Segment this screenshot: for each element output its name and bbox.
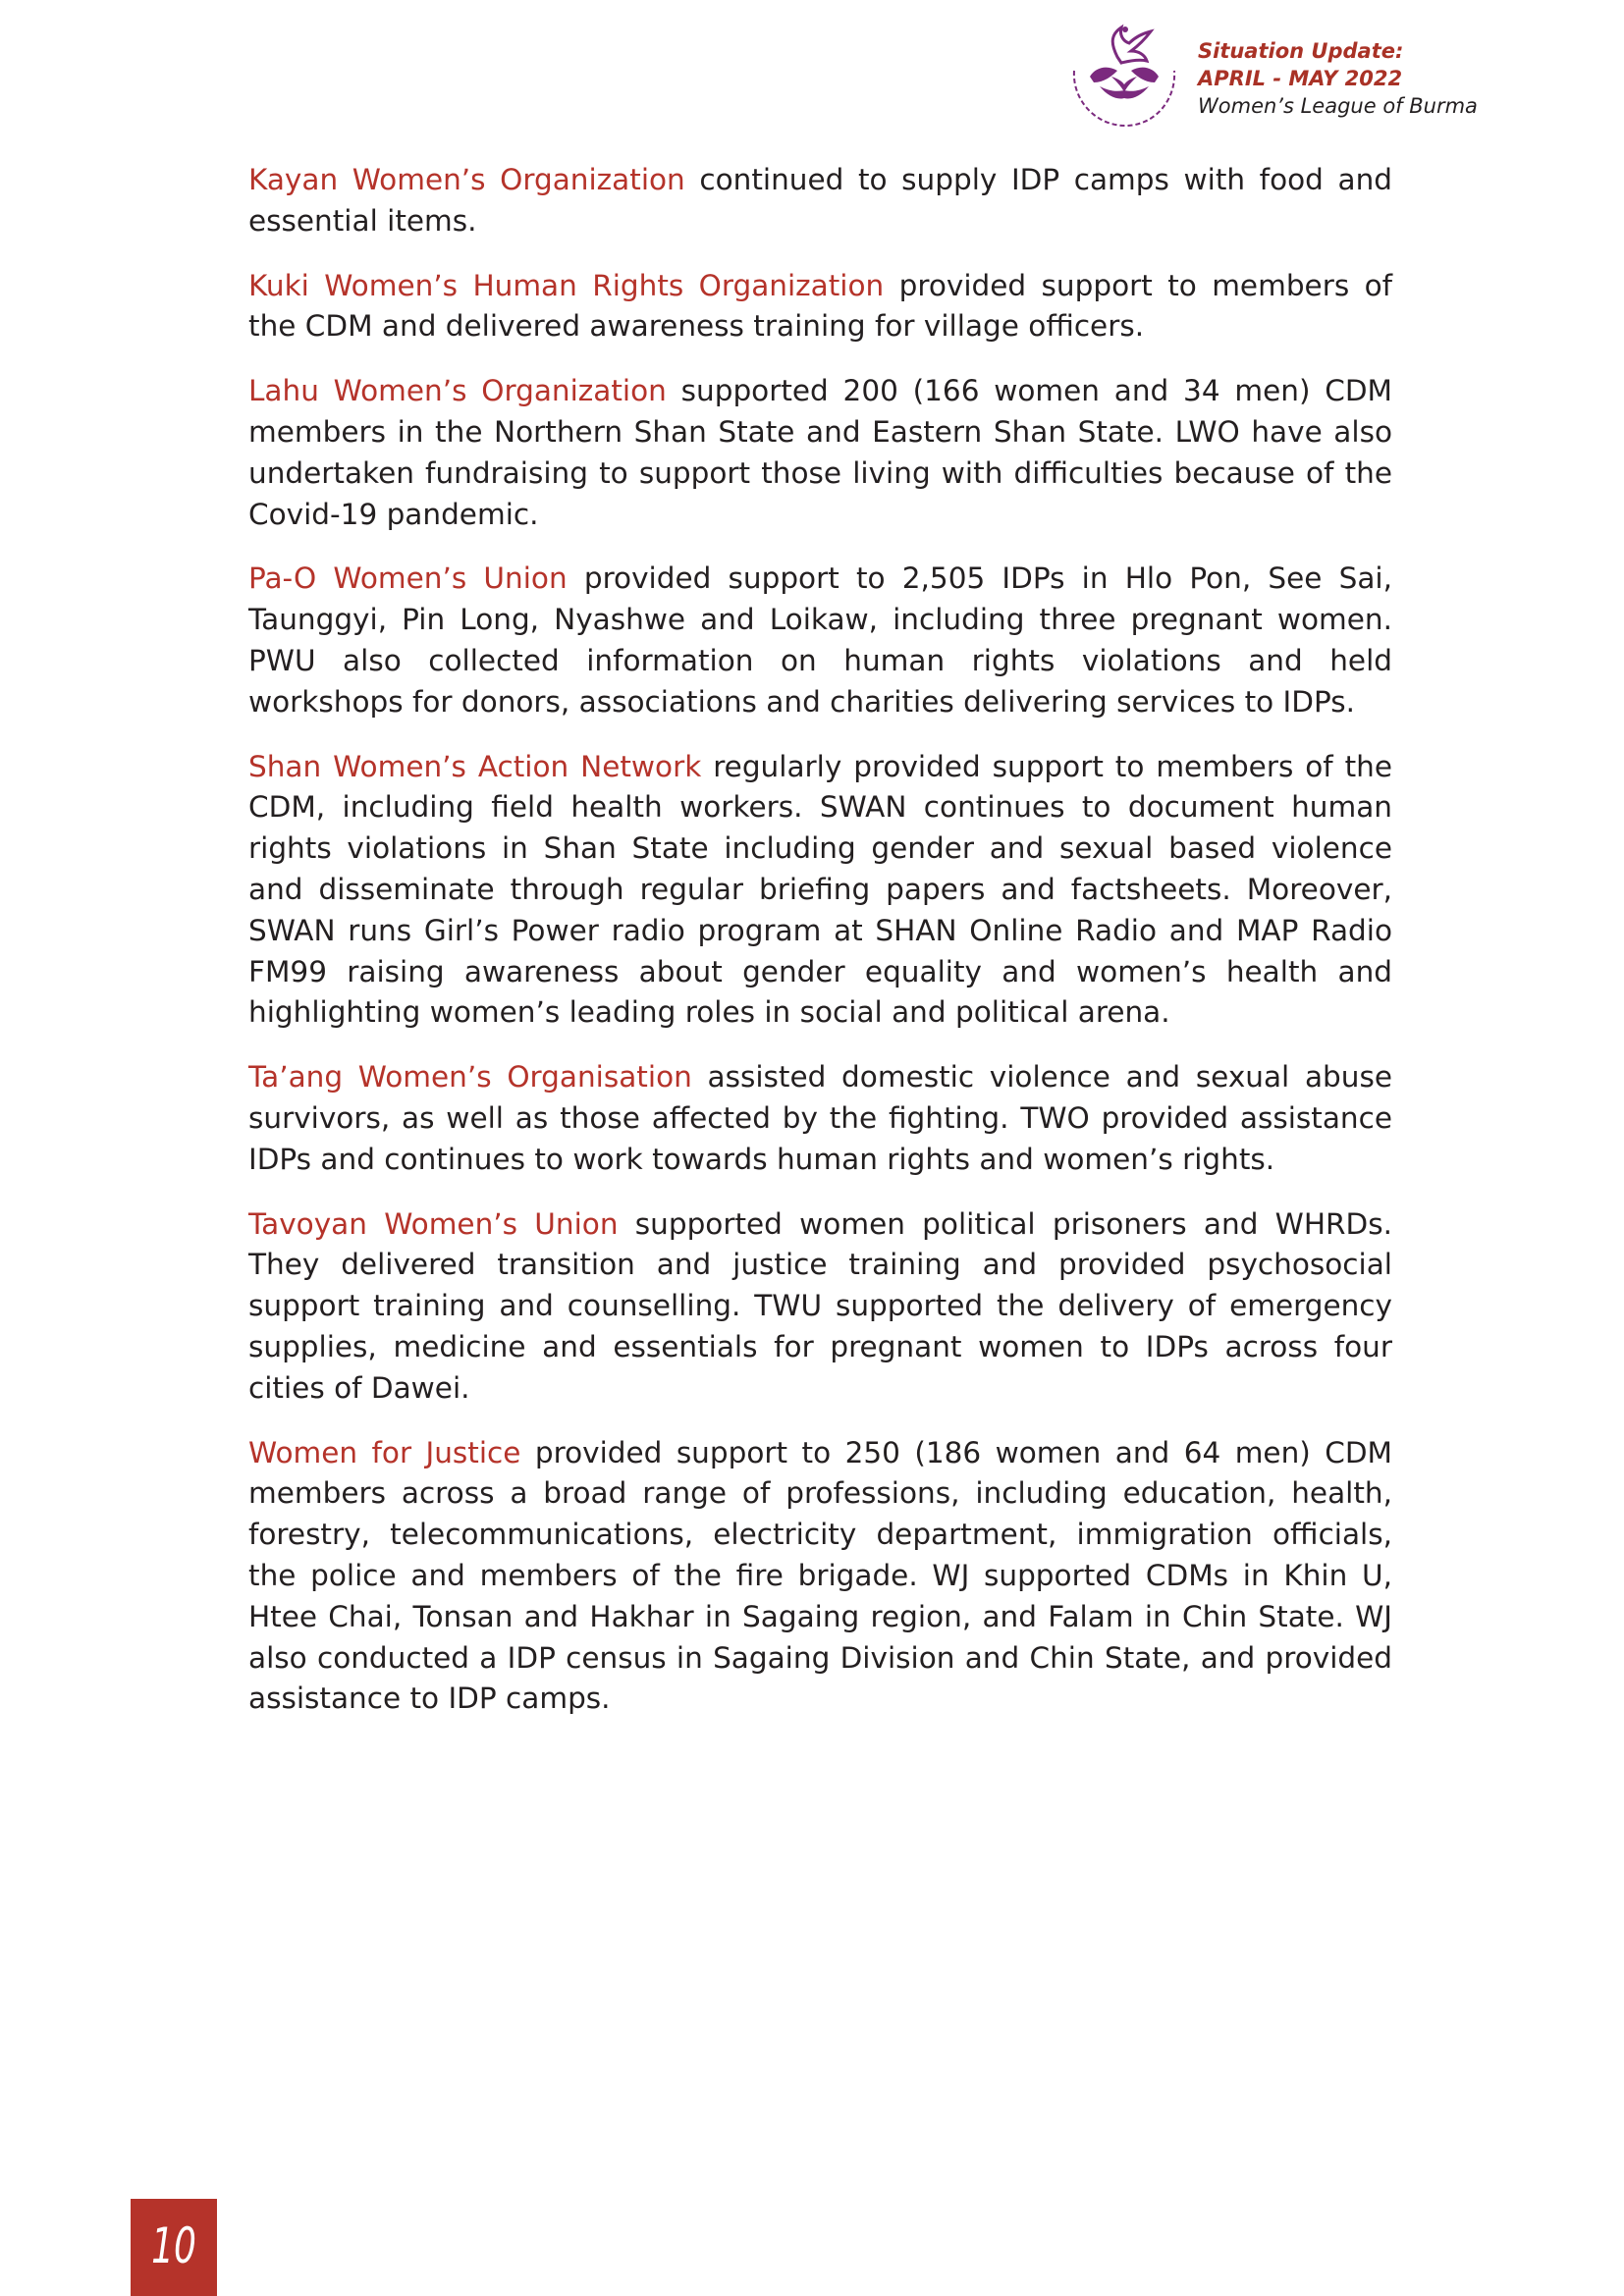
org-name: Kayan Women’s Organization [248,163,685,196]
org-name: Women for Justice [248,1435,521,1469]
org-name: Pa-O Women’s Union [248,561,568,596]
org-name: Shan Women’s Action Network [248,749,702,783]
paragraph-text: assisted domestic violence and sexual abuse survivors, as well as those affected by the fighting. TWO provided assistance IDPs and continues to work towards human rights and women’s rights. [248,1060,1392,1176]
org-name: Kuki Women’s Human Rights Organization [248,268,885,302]
paragraph-women-for-justice [248,1433,1392,1721]
org-name: Tavoyan Women’s Union [248,1206,619,1241]
org-name: Lahu Women’s Organization [248,374,667,408]
paragraph-tavoyan [248,1204,1392,1410]
paragraph-text: provided support to members of the CDM and delivered awareness training for village officers. [248,268,1393,344]
paragraph-text: supported 200 (166 women and 34 men) CDM members in the Northern Shan State and Eastern Shan State. LWO have also undertaken fundraising to support those living with difficulties because of the Covid-19 pandemic. [248,374,1392,531]
paragraph-text: supported women political prisoners and WHRDs. They delivered transition and justice training and provided psychosocial support training and counselling. TWU supported the delivery of emergency supplies, medicine and essentials for pregnant women to IDPs across four cities of Dawei. [248,1206,1392,1405]
header-period: APRIL - MAY 2022 [1198,67,1403,90]
paragraph-kayan [248,160,1392,242]
page-number: 10 [151,2217,196,2274]
header-title: Situation Update: [1198,39,1404,63]
paragraph-pao [248,559,1392,722]
paragraph-text: provided support to 2,505 IDPs in Hlo Pon, See Sai, Taunggyi, Pin Long, Nyashwe and Loikaw, including three pregnant women. PWU also collected information on human rights violations and held workshops for donors, associations and charities delivering services to IDPs. [248,561,1393,719]
paragraph-shan [248,747,1392,1035]
org-name: Ta’ang Women’s Organisation [248,1060,692,1095]
womens-league-logo [1060,22,1188,134]
header-organization: Women’s League of Burma [1198,94,1478,118]
paragraph-kuki [248,266,1392,348]
paragraph-text: regularly provided support to members of the CDM, including field health workers. SWAN continues to document human rights violations in Shan State including gender and sexual based violence and disseminate through regular briefing papers and factsheets. Moreover, SWAN runs Girl’s Power radio program at SHAN Online Radio and MAP Radio FM99 raising awareness about gender equality and women’s health and highlighting women’s leading roles in social and political arena. [248,749,1392,1030]
page-number-tab [131,2199,217,2296]
paragraph-taang [248,1057,1392,1180]
paragraph-lahu [248,371,1392,535]
paragraph-text: provided support to 250 (186 women and 64 men) CDM members across a broad range of professions, including education, health, forestry, telecommunications, electricity department, immigration officials, the police and members of the fire brigade. WJ supported CDMs in Khin U, Htee Chai, Tonsan and Hakhar in Sagaing region, and Falam in Chin State. WJ also conducted a IDP census in Sagaing Division and Chin State, and provided assistance to IDP camps. [248,1435,1392,1716]
header-text [1198,37,1478,120]
body-content [248,160,1392,1743]
page-header [1060,22,1610,134]
paragraph-text: continued to supply IDP camps with food and essential items. [248,163,1392,238]
